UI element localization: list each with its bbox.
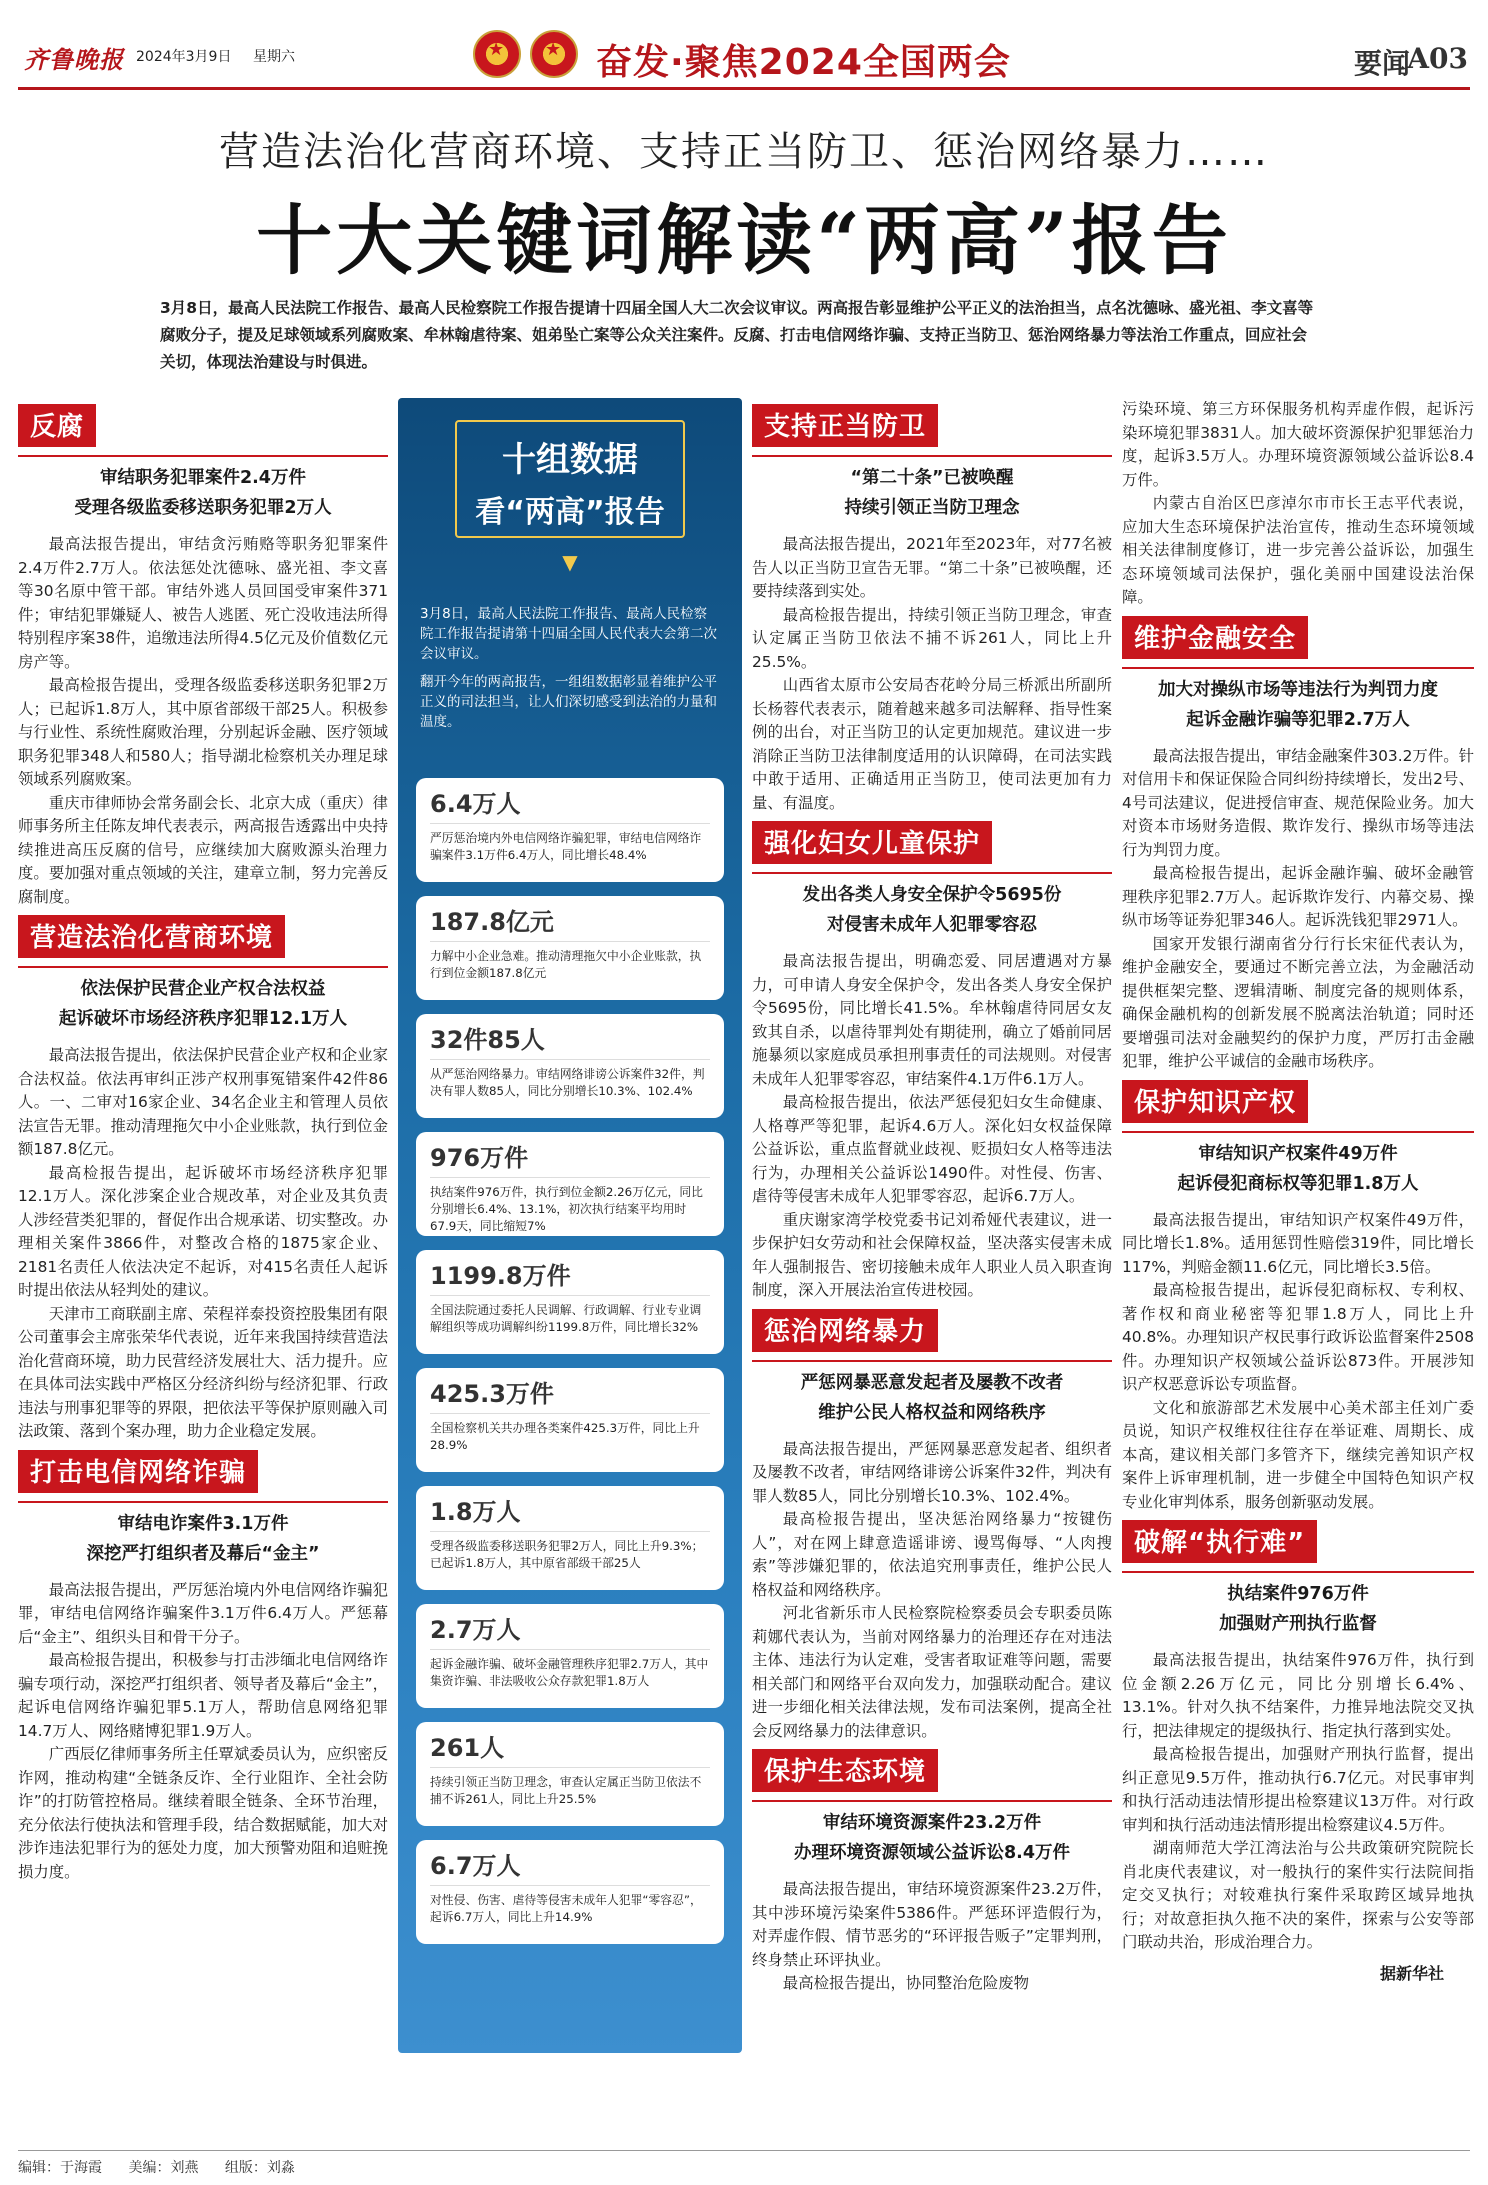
data-panel (398, 398, 742, 2053)
card-number: 425.3万件 (430, 1374, 710, 1414)
article-paragraph: 最高检报告提出，协同整治危险废物 (782, 1974, 1030, 1992)
article-paragraph: 湖南师范大学江湾法治与公共政策研究院院长肖北庚代表建议，对一般执行的案件实行法院间指定交叉执行；对较难执行案件采取跨区域异地执行；对故意拒执久拖不决的案件，探索与公安等部门联动共治，形成治理合力。 (1122, 1839, 1474, 1951)
article-paragraph: 最高检报告提出，坚决惩治网络暴力“按键伤人”，对在网上肆意造谣诽谤、谩骂侮辱、“人肉搜索”等涉嫌犯罪的，依法追究刑事责任，维护公民人格权益和网络秩序。 (752, 1510, 1112, 1599)
card-text: 对性侵、伤害、虐待等侵害未成年人犯罪“零容忍”，起诉6.7万人，同比上升14.9% (430, 1893, 702, 1924)
kicker: 营造法治化营商环境、支持正当防卫、惩治网络暴力…… (219, 129, 1269, 175)
article-paragraph: 最高检报告提出，起诉破坏市场经济秩序犯罪12.1万人。深化涉案企业合规改革，对企业及其负责人涉经营类犯罪的，督促作出合规承诺、切实整改。办理相关案件3866件，对整改合格的1875家企业、2181名责任人依法决定不起诉，对415名责任人起诉时提出依法从轻判处的建议。 (18, 1163, 388, 1299)
article-paragraph: 最高检报告提出，依法严惩侵犯妇女生命健康、人格尊严等犯罪，起诉4.6万人。深化妇女权益保障公益诉讼，重点监督就业歧视、贬损妇女人格等违法行为，办理相关公益诉讼1490件。对性侵、伤害、虐待等侵害未成年人犯罪零容忍，起诉6.7万人。 (752, 1093, 1112, 1205)
card-number: 6.4万人 (430, 784, 710, 824)
subhead: 持续引领正当防卫理念 (844, 498, 1020, 518)
card-text: 全国法院通过委托人民调解、行政调解、行业专业调解组织等成功调解纠纷1199.8万件，同比增长32% (430, 1303, 702, 1334)
article-paragraph: 文化和旅游部艺术发展中心美术部主任刘广委员说，知识产权维权往往存在举证难、周期长、成本高，建议相关部门多管齐下，继续完善知识产权案件上诉审理机制，进一步健全中国特色知识产权专业化审判体系，服务创新驱动发展。 (1122, 1398, 1474, 1511)
page-label: 要闻 (1353, 47, 1410, 80)
subhead: 起诉破坏市场经济秩序犯罪12.1万人 (58, 1009, 348, 1029)
section-tag: 打击电信网络诈骗 (18, 1450, 258, 1493)
article-paragraph: 最高法报告提出，明确恋爱、同居遭遇对方暴力，可申请人身安全保护令，发出各类人身安全保护令5695份，同比增长41.5%。牟林翰虐待同居女友致其自杀，以虐待罪判处有期徒刑，确立了婚前同居施暴须以家庭成员承担刑事责任的司法规则。对侵害未成年人犯罪零容忍，审结案件4.1万件6.1万人。 (752, 952, 1112, 1088)
card-text: 持续引领正当防卫理念，审查认定属正当防卫依法不捕不诉261人，同比上升25.5% (430, 1775, 702, 1806)
data-card (416, 1604, 724, 1708)
article-paragraph: 广西辰亿律师事务所主任覃斌委员认为，应织密反诈网，推动构建“全链条反诈、全行业阻诈、全社会防诈”的打防管控格局。继续着眼全链条、全环节治理，充分依法行使执法和管理手段，结合数据赋能，加大对涉诈违法犯罪行为的惩处力度，加大预警劝阻和追赃挽损力度。 (18, 1745, 388, 1881)
subhead: 维护公民人格权益和网络秩序 (818, 1402, 1046, 1423)
card-text: 力解中小企业急难。推动清理拖欠中小企业账款，执行到位金额187.8亿元 (430, 949, 702, 980)
section-tag: 维护金融安全 (1122, 616, 1308, 659)
section-tag: 营造法治化营商环境 (18, 915, 285, 958)
card-number: 976万件 (430, 1138, 710, 1178)
article-paragraph: 河北省新乐市人民检察院检察委员会专职委员陈莉娜代表认为，当前对网络暴力的治理还存在对违法主体、违法行为认定难，受害者取证难等问题，需要相关部门和网络平台双向发力，加强联动配合。建议进一步细化相关法律法规，发布司法案例，提高全社会反网络暴力的法律意识。 (752, 1604, 1112, 1740)
article-paragraph: 最高法报告提出，审结金融案件303.2万件。针对信用卡和保证保险合同纠纷持续增长，发出2号、4号司法建议，促进授信审查、规范保险业务。加大对资本市场财务造假、欺诈发行、操纵市场等违法行为判罚力度。 (1122, 746, 1474, 859)
data-card (416, 1486, 724, 1590)
section-header (752, 815, 1112, 874)
subhead: 执结案件976万件 (1227, 1584, 1369, 1604)
data-card (416, 1722, 724, 1826)
article-paragraph: 最高法报告提出，审结知识产权案件49万件，同比增长1.8%。适用惩罚性赔偿319件，同比增长117%，判赔金额11.6亿元，同比增长3.5倍。 (1122, 1210, 1474, 1276)
subhead: 严惩网暴恶意发起者及屡教不改者 (800, 1372, 1064, 1393)
card-number: 6.7万人 (430, 1846, 710, 1886)
subhead: 起诉金融诈骗等犯罪2.7万人 (1186, 709, 1410, 730)
section-header (18, 909, 388, 968)
subhead: 起诉侵犯商标权等犯罪1.8万人 (1177, 1173, 1419, 1194)
article-paragraph: 最高法报告提出，依法保护民营企业产权和企业家合法权益。依法再审纠正涉产权刑事冤错案件42件86人。一、二审对16家企业、34名企业主和管理人员依法宣告无罪。推动清理拖欠中小企业账款，执行到位金额187.8亿元。 (18, 1046, 388, 1158)
footer-credits (18, 2150, 1470, 2177)
section-tag: 强化妇女儿童保护 (752, 821, 992, 864)
section-tag: 保护知识产权 (1122, 1080, 1308, 1123)
subhead: 发出各类人身安全保护令5695份 (802, 885, 1062, 905)
article-paragraph: 重庆市律师协会常务副会长、北京大成（重庆）律师事务所主任陈友坤代表表示，两高报告透露出中央持续推进高压反腐的信号，应继续加大腐败源头治理力度。要加强对重点领域的关注，建章立制，努力完善反腐制度。 (18, 793, 388, 906)
section-tag: 反腐 (18, 404, 96, 447)
card-number: 1.8万人 (430, 1492, 710, 1532)
data-card (416, 896, 724, 1000)
data-card (416, 1014, 724, 1118)
section-header (1122, 1074, 1474, 1133)
column-1 (18, 398, 388, 1884)
paper-date: 2024年3月9日 (136, 49, 232, 65)
section-tag: 破解“执行难” (1122, 1520, 1317, 1563)
article-paragraph: 最高法报告提出，严惩网暴恶意发起者、组织者及屡教不改者，审结网络诽谤公诉案件32件，判决有罪人数85人，同比分别增长10.3%、102.4%。 (752, 1439, 1112, 1505)
article-paragraph: 污染环境、第三方环保服务机构弄虚作假，起诉污染环境犯罪3831人。加大破坏资源保护犯罪惩治力度，起诉3.5万人。办理环境资源领域公益诉讼8.4万件。 (1122, 400, 1474, 489)
article-paragraph: 最高法报告提出，审结贪污贿赂等职务犯罪案件2.4万件2.7万人。依法惩处沈德咏、盛光祖、李文喜等30名原中管干部。审结外逃人员回国受审案件371件；审结犯罪嫌疑人、被告人逃匿、死亡没收违法所得特别程序案38件，追缴违法所得4.5亿元及价值数亿元房产等。 (18, 535, 388, 671)
subhead: 受理各级监委移送职务犯罪2万人 (74, 498, 332, 518)
layout-credit: 组版：刘淼 (224, 2160, 295, 2176)
article-paragraph: 山西省太原市公安局杏花岭分局三桥派出所副所长杨蓉代表表示，随着越来越多司法解释、指导性案例的出台，对正当防卫的认定更加规范。建议进一步消除正当防卫法律制度适用的认识障碍，在司法实践中敢于适用、正确适用正当防卫，使司法更加有力量、有温度。 (752, 676, 1112, 812)
section-header (752, 1303, 1112, 1362)
subhead: 加大对操纵市场等违法行为判罚力度 (1158, 679, 1438, 700)
article-paragraph: 最高法报告提出，严厉惩治境内外电信网络诈骗犯罪，审结电信网络诈骗案件3.1万件6.4万人。严惩幕后“金主”、组织头目和骨干分子。 (18, 1580, 388, 1646)
data-card (416, 1132, 724, 1236)
column-3 (752, 398, 1112, 1996)
card-number: 187.8亿元 (430, 902, 710, 942)
card-number: 1199.8万件 (430, 1256, 710, 1296)
designer-credit: 美编：刘燕 (128, 2160, 199, 2176)
panel-header (455, 420, 685, 538)
subhead: 审结电诈案件3.1万件 (117, 1513, 289, 1534)
panel-subtitle: 看“两高”报告 (475, 495, 665, 530)
article-paragraph: 最高法报告提出，审结环境资源案件23.2万件，其中涉环境污染案件5386件。严惩环评造假行为，对弄虚作假、情节恶劣的“环评报告贩子”定罪判刑，终身禁止环评执业。 (752, 1880, 1112, 1969)
data-card (416, 1840, 724, 1944)
data-card (416, 1368, 724, 1472)
subhead: 对侵害未成年人犯罪零容忍 (827, 915, 1037, 935)
data-card (416, 778, 724, 882)
card-text: 严厉惩治境内外电信网络诈骗犯罪，审结电信网络诈骗案件3.1万件6.4万人，同比增长48.4% (430, 831, 702, 862)
section-tag: 保护生态环境 (752, 1749, 938, 1792)
masthead (18, 12, 1470, 90)
paper-weekday: 星期六 (253, 49, 295, 65)
data-card (416, 1250, 724, 1354)
section-header (1122, 1514, 1474, 1573)
subhead: 审结知识产权案件49万件 (1198, 1143, 1398, 1164)
article-paragraph: 最高检报告提出，加强财产刑执行监督，提出纠正意见9.5万件，推动执行6.7亿元。对民事审判和执行活动违法情形提出检察建议13万件。对行政审判和执行活动违法情形提出检察建议4.5万件。 (1122, 1745, 1474, 1834)
section-header (1122, 610, 1474, 669)
editor-credit: 编辑：于海霞 (18, 2160, 102, 2176)
subhead: 依法保护民营企业产权合法权益 (80, 979, 326, 999)
article-paragraph: 最高检报告提出，起诉金融诈骗、破坏金融管理秩序犯罪2.7万人。起诉欺诈发行、内幕交易、操纵市场等证券犯罪346人。起诉洗钱犯罪2971人。 (1122, 864, 1474, 929)
page-title: 十大关键词解读“两高”报告 (256, 196, 1232, 285)
page-number: A03 (1407, 42, 1468, 75)
article-paragraph: 最高法报告提出，2021年至2023年，对77名被告人以正当防卫宣告无罪。“第二十条”已被唤醒，还要持续落到实处。 (752, 535, 1112, 600)
card-number: 32件85人 (430, 1020, 710, 1060)
subhead: 加强财产刑执行监督 (1219, 1614, 1377, 1634)
section-tag: 支持正当防卫 (752, 404, 938, 447)
chevron-down-icon: ▼ (562, 550, 578, 574)
article-paragraph: 最高法报告提出，执结案件976万件，执行到位金额2.26万亿元，同比分别增长6.4%、13.1%。针对久执不结案件，力推异地法院交叉执行，把法律规定的提级执行、指定执行落到实处。 (1122, 1651, 1474, 1740)
section-header (18, 398, 388, 457)
section-header (18, 1444, 388, 1503)
card-text: 受理各级监委移送职务犯罪2万人，同比上升9.3%；已起诉1.8万人，其中原省部级干部25人 (430, 1539, 704, 1570)
column-4 (1122, 398, 1474, 1984)
article-paragraph: 国家开发银行湖南省分行行长宋征代表认为，维护金融安全，要通过不断完善立法，为金融活动提供框架完整、逻辑清晰、制度完备的规则体系，确保金融机构的创新发展不脱离法治轨道；同时还要增强司法对金融契约的保护力度，严厉打击金融犯罪，维护公平诚信的金融市场秩序。 (1122, 934, 1474, 1070)
card-number: 261人 (430, 1728, 710, 1768)
section-tag: 惩治网络暴力 (752, 1309, 938, 1352)
article-paragraph: 最高检报告提出，受理各级监委移送职务犯罪2万人；已起诉1.8万人，其中原省部级干部25人。积极参与行业性、系统性腐败治理，分别起诉金融、医疗领域职务犯罪348人和580人；指导湖北检察机关办理足球领域系列腐败案。 (18, 676, 388, 788)
panel-intro: 翻开今年的两高报告，一组组数据彰显着维护公平正义的司法担当，让人们深切感受到法治的力量和温度。 (420, 674, 717, 730)
section-title: 奋发·聚焦2024全国两会 (596, 42, 1011, 83)
paper-name: 齐鲁晚报 (24, 45, 124, 74)
article-paragraph: 最高检报告提出，持续引领正当防卫理念，审查认定属正当防卫依法不捕不诉261人，同比上升25.5%。 (752, 605, 1112, 671)
subhead: “第二十条”已被唤醒 (850, 468, 1014, 488)
subhead: 办理环境资源领域公益诉讼8.4万件 (794, 1843, 1070, 1863)
article-paragraph: 内蒙古自治区巴彦淖尔市市长王志平代表说，应加大生态环境保护法治宣传，推动生态环境领域相关法律制度修订，进一步完善公益诉讼，加强生态环境领域司法保护，强化美丽中国建设法治保障。 (1122, 494, 1474, 606)
section-header (752, 398, 1112, 457)
subhead: 审结职务犯罪案件2.4万件 (99, 468, 306, 488)
article-paragraph: 重庆谢家湾学校党委书记刘希娅代表建议，进一步保护妇女劳动和社会保障权益，坚决落实侵害未成年人强制报告、密切接触未成年人职业人员入职查询制度，深入开展法治宣传进校园。 (752, 1210, 1112, 1299)
cppcc-emblem-icon: ★ (530, 30, 578, 78)
lead-paragraph: 3月8日，最高人民法院工作报告、最高人民检察院工作报告提请十四届全国人大二次会议审议。两高报告彰显维护公平正义的法治担当，点名沈德咏、盛光祖、李文喜等腐败分子，提及足球领域系列腐败案、牟林翰虐待案、姐弟坠亡案等公众关注案件。反腐、打击电信网络诈骗、支持正当防卫、惩治网络暴力等法治工作重点，回应社会关切，体现法治建设与时俱进。 (160, 299, 1314, 371)
article-paragraph: 天津市工商联副主席、荣程祥泰投资控股集团有限公司董事会主席张荣华代表说，近年来我国持续营造法治化营商环境，助力民营经济发展壮大、活力提升。应在具体司法实践中严格区分经济纠纷与经济犯罪、行政违法与刑事犯罪等的界限，把依法平等保护原则融入司法政策、落到个案办理，助力企业稳定发展。 (18, 1304, 388, 1440)
panel-intro: 3月8日，最高人民法院工作报告、最高人民检察院工作报告提请第十四届全国人民代表大会第二次会议审议。 (420, 606, 717, 662)
panel-title: 十组数据 (502, 440, 638, 480)
card-text: 起诉金融诈骗、破坏金融管理秩序犯罪2.7万人，其中集资诈骗、非法吸收公众存款犯罪1.8万人 (430, 1657, 709, 1688)
section-header (752, 1743, 1112, 1802)
card-text: 从严惩治网络暴力。审结网络诽谤公诉案件32件，判决有罪人数85人，同比分别增长10.3%、102.4% (430, 1067, 705, 1098)
article-paragraph: 最高检报告提出，起诉侵犯商标权、专利权、著作权和商业秘密等犯罪1.8万人，同比上升40.8%。办理知识产权民事行政诉讼监督案件2508件。办理知识产权领域公益诉讼873件。开展涉知识产权恶意诉讼专项监督。 (1122, 1281, 1474, 1393)
subhead: 深挖严打组织者及幕后“金主” (86, 1543, 320, 1564)
article-paragraph: 最高检报告提出，积极参与打击涉缅北电信网络诈骗专项行动，深挖严打组织者、领导者及幕后“金主”，起诉电信网络诈骗犯罪5.1万人，帮助信息网络犯罪14.7万人、网络赌博犯罪1.9万人。 (18, 1651, 388, 1740)
subhead: 审结环境资源案件23.2万件 (822, 1813, 1042, 1833)
news-source: 据新华社 (1379, 1963, 1444, 1983)
card-number: 2.7万人 (430, 1610, 710, 1650)
card-text: 执结案件976万件，执行到位金额2.26万亿元，同比分别增长6.4%、13.1%，初次执行结案平均用时67.9天，同比缩短7% (430, 1185, 703, 1233)
column-2 (398, 398, 742, 2053)
national-emblem-icon: ★ (473, 30, 521, 78)
card-text: 全国检察机关共办理各类案件425.3万件，同比上升28.9% (430, 1421, 700, 1452)
